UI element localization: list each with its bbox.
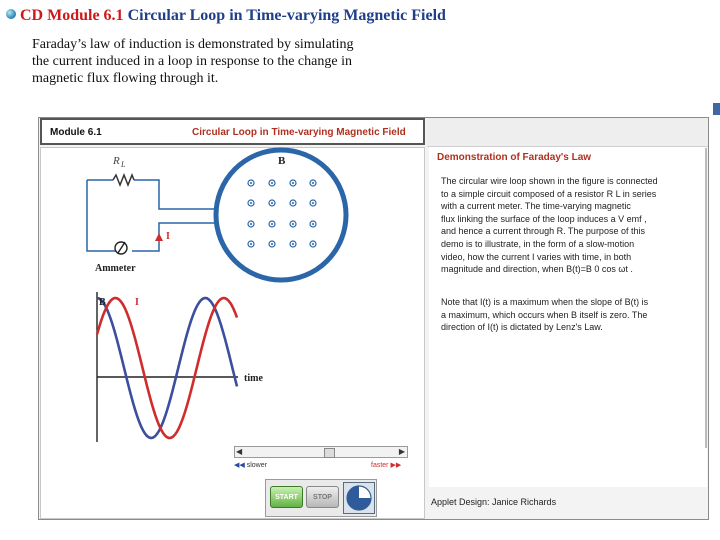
panel-title: Demonstration of Faraday's Law [437, 152, 592, 163]
panel-divider [705, 148, 707, 448]
clock-indicator [343, 482, 375, 514]
circuit-wire-top [87, 180, 218, 209]
slower-label [234, 461, 267, 469]
simulation-canvas [40, 147, 425, 447]
resistor-icon [113, 175, 134, 185]
slide-title [6, 7, 446, 25]
circuit-wire-bottom [132, 223, 218, 251]
text-line: magnitude and direction, when B(t)=B 0 cos ωt . [441, 264, 633, 275]
wire-loop [216, 150, 346, 280]
text-line: a maximum, which occurs when B itself is zero. The [441, 309, 648, 320]
b-curve [97, 298, 237, 438]
intro-line: Faraday’s law of induction is demonstrated by simulating [32, 37, 354, 52]
control-panel [265, 479, 377, 517]
i-curve [97, 298, 237, 438]
text-line: The circular wire loop shown in the figure is connected [441, 176, 658, 186]
stop-button[interactable]: STOP [306, 486, 339, 508]
faster-text: faster [371, 462, 389, 469]
description-panel [429, 147, 707, 487]
field-label: B [278, 155, 286, 167]
applet-header [40, 118, 425, 145]
header-filler [427, 118, 708, 147]
resistor-subscript: L [121, 160, 126, 169]
applet-title: Circular Loop in Time-varying Magnetic Field [192, 127, 406, 138]
start-button[interactable]: START [270, 486, 303, 508]
speed-slider[interactable] [234, 446, 408, 458]
applet-credit: Applet Design: Janice Richards [431, 497, 557, 507]
circuit-wire [87, 180, 118, 251]
plot-b-label: B [99, 297, 106, 308]
text-line: flux linking the surface of the loop induces a V emf , [441, 213, 647, 224]
text-line: video, how the current I varies with time, in both [441, 251, 632, 262]
text-line: Note that I(t) is a maximum when the slope of B(t) is [441, 297, 649, 307]
description-paragraph [441, 175, 658, 276]
pie-clock-icon [344, 483, 374, 513]
slower-text: slower [246, 462, 267, 469]
ammeter-label: Ammeter [95, 263, 136, 274]
intro-line: the current induced in a loop in response to the change in [32, 54, 352, 69]
slider-thumb[interactable] [324, 448, 335, 458]
plot-time-label: time [244, 373, 263, 384]
current-label: I [166, 231, 170, 242]
text-line: and hence a current through R. The purpose of this [441, 226, 645, 237]
text-line: with a current meter. The time-varying magnetic [441, 201, 631, 212]
current-arrow-icon [155, 233, 163, 241]
fast-forward-icon: ▶▶ [390, 462, 402, 469]
intro-text [32, 36, 392, 87]
text-line: direction of I(t) is dictated by Lenz's Law. [441, 322, 603, 333]
slider-right-arrow-icon[interactable]: ▶ [398, 447, 405, 456]
note-paragraph [441, 296, 648, 334]
resistor-label: R [113, 155, 120, 167]
bullet-icon [6, 9, 16, 19]
plot-i-label: I [135, 297, 139, 308]
text-line: demo is to illustrate, in the form of a slow-motion [441, 238, 635, 249]
decorative-square [713, 103, 720, 115]
text-line: to a simple circuit composed of a resistor R L in series [441, 188, 657, 199]
module-label: CD Module 6.1 [20, 7, 124, 24]
rewind-icon: ◀◀ [234, 462, 245, 469]
slide-title-text: Circular Loop in Time-varying Magnetic Field [127, 7, 446, 24]
faster-label [371, 461, 401, 469]
slider-left-arrow-icon[interactable]: ◀ [236, 447, 243, 456]
intro-line: magnetic flux flowing through it. [32, 71, 219, 86]
applet-module: Module 6.1 [50, 127, 102, 138]
